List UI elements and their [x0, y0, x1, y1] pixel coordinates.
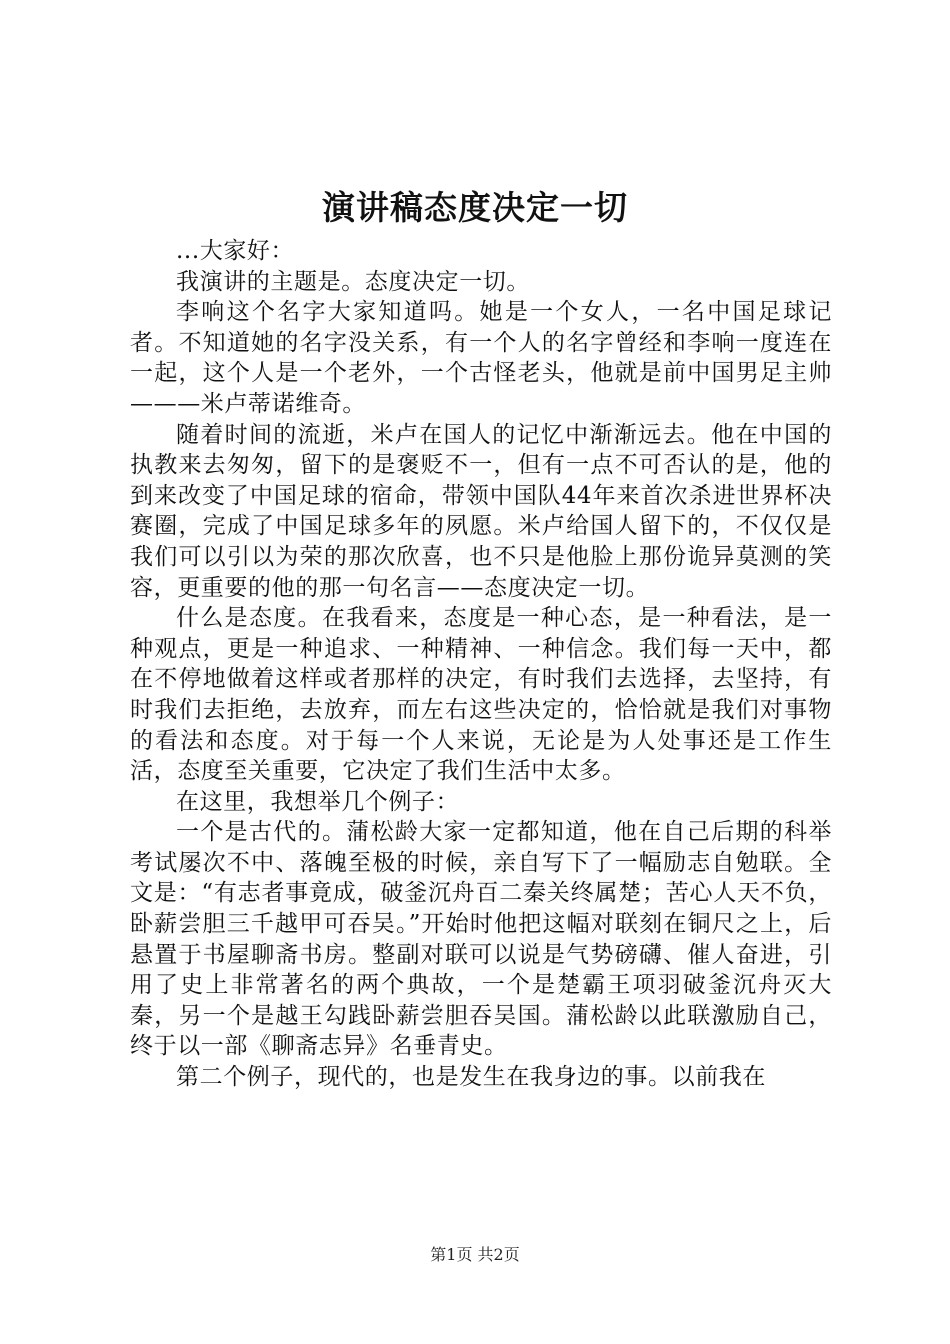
paragraph-attitude: 什么是态度。在我看来，态度是一种心态，是一种看法，是一种观点，更是一种追求、一种精神、一种信念。我们每一天中，都在不停地做着这样或者那样的决定，有时我们去选择，去坚持，有时我们去拒绝，去放弃，而左右这些决定的，恰恰就是我们对事物的看法和态度。对于每一个人来说，无论是为人处事还是工作生活，态度至关重要，它决定了我们生活中太多。	[130, 605, 832, 785]
paragraph-greeting: ...大家好：	[176, 238, 295, 264]
paragraph-example-ancient: 一个是古代的。蒲松龄大家一定都知道，他在自己后期的科举考试屡次不中、落魄至极的时候，亲自写下了一幅励志自勉联。全文是：“有志者事竟成，破釜沉舟百二秦关终属楚；苦心人天不负，卧薪尝胆三千越甲可吞吴。”开始时他把这幅对联刻在铜尺之上，后悬置于书屋聊斋书房。整副对联可以说是气势磅礴、催人奋进，引用了史上非常著名的两个典故，一个是楚霸王项羽破釜沉舟灭大秦，另一个是越王勾践卧薪尝胆吞吴国。蒲松龄以此联激励自己，终于以一部《聊斋志异》名垂青史。	[130, 819, 832, 1060]
document-body	[130, 236, 832, 1093]
paragraph-example-modern: 第二个例子，现代的，也是发生在我身边的事。以前我在	[176, 1064, 766, 1091]
paragraph-topic: 我演讲的主题是。态度决定一切。	[176, 268, 530, 295]
document-title: 演讲稿态度决定一切	[322, 188, 628, 227]
paragraph-milu: 随着时间的流逝，米卢在国人的记忆中渐渐远去。他在中国的执教来去匆匆，留下的是褒贬不一，但有一点不可否认的是，他的到来改变了中国足球的宿命，带领中国队44年来首次杀进世界杯决赛圈，完成了中国足球多年的夙愿。米卢给国人留下的，不仅仅是我们可以引以为荣的那次欣喜，也不只是他脸上那份诡异莫测的笑容，更重要的他的那一句名言——态度决定一切。	[130, 421, 832, 601]
paragraph-lixiang: 李响这个名字大家知道吗。她是一个女人，一名中国足球记者。不知道她的名字没关系，有一个人的名字曾经和李响一度连在一起，这个人是一个老外，一个古怪老头，他就是前中国男足主帅———米卢蒂诺维奇。	[130, 299, 832, 417]
paragraph-examples-intro: 在这里，我想举几个例子：	[176, 788, 460, 815]
page-footer: 第1页 共2页	[430, 1245, 520, 1264]
